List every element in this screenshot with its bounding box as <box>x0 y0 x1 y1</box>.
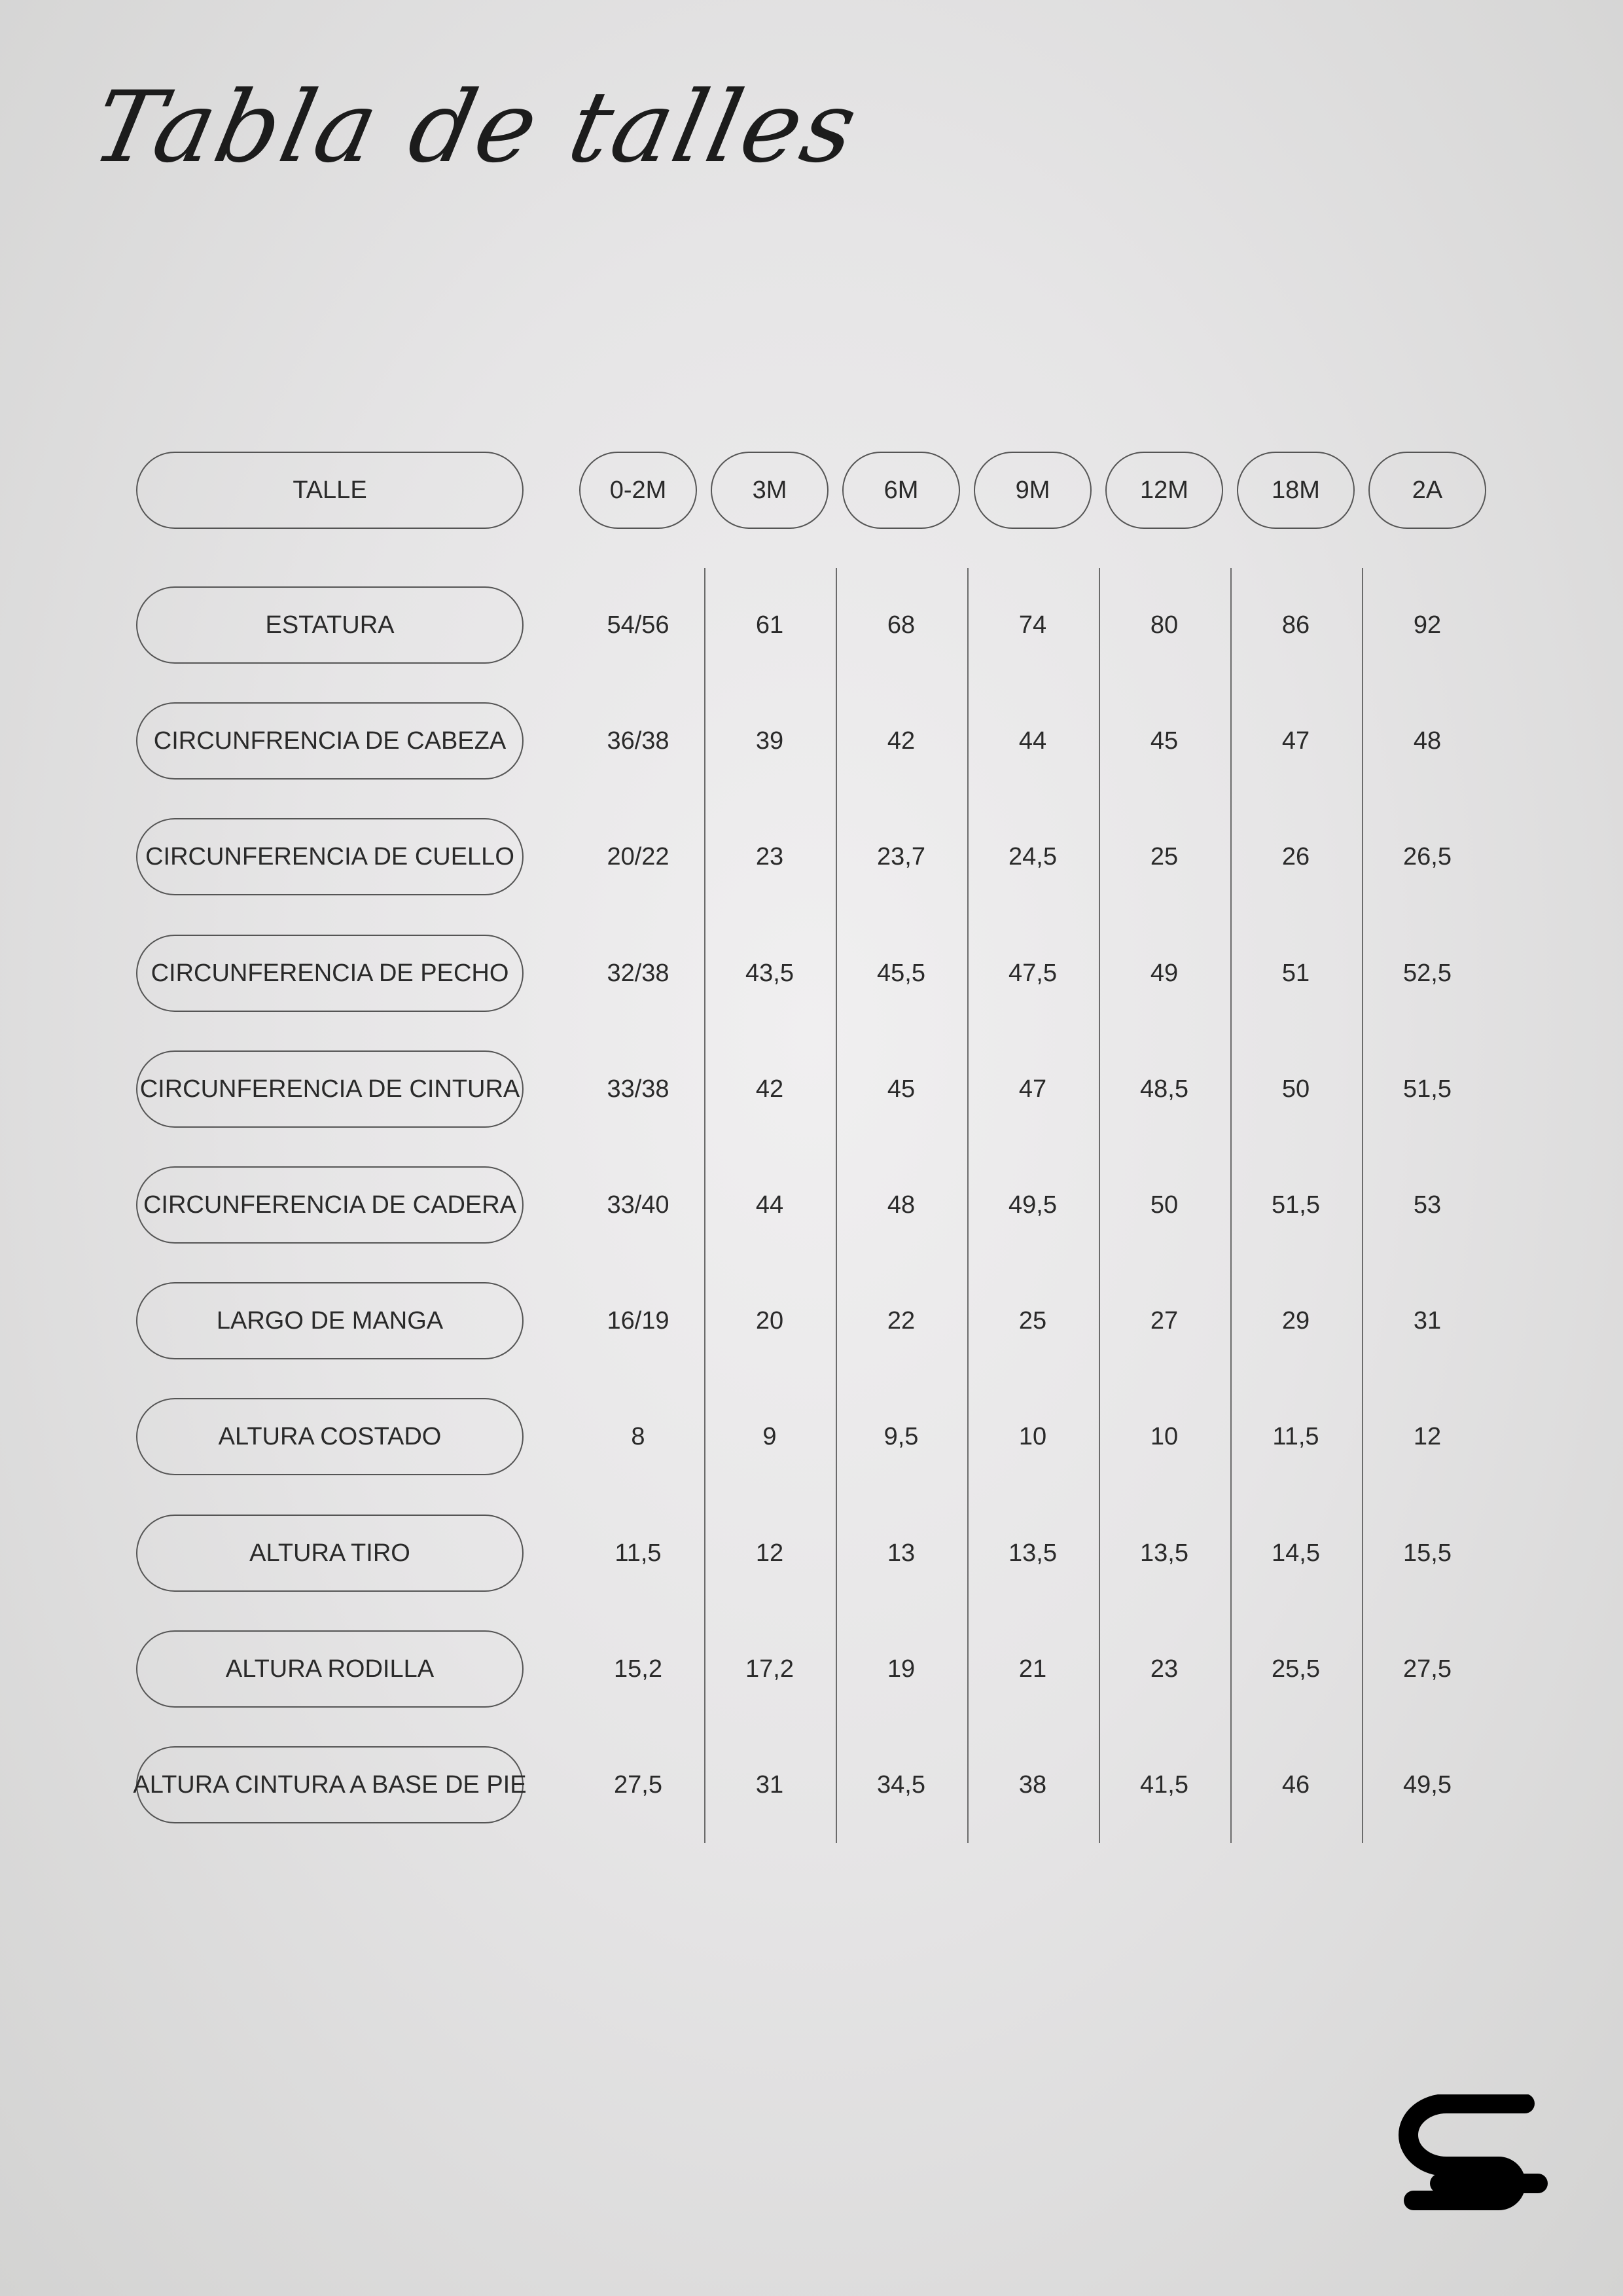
row-label-pill: CIRCUNFERENCIA DE PECHO <box>136 935 524 1012</box>
table-cell: 47,5 <box>1008 959 1057 987</box>
table-cell: 41,5 <box>1140 1770 1188 1799</box>
table-cell: 53 <box>1413 1191 1442 1219</box>
table-cell: 48 <box>1413 726 1442 755</box>
brand-s-logo-icon <box>1394 2094 1551 2219</box>
size-header-6m: 6M <box>842 452 960 529</box>
table-cell: 17,2 <box>745 1655 794 1683</box>
table-cell: 33/38 <box>607 1075 669 1103</box>
row-label-pill: CIRCUNFERENCIA DE CINTURA <box>136 1050 524 1128</box>
table-cell: 33/40 <box>607 1191 669 1219</box>
row-label-pill: ALTURA COSTADO <box>136 1398 524 1475</box>
table-cell: 34,5 <box>877 1770 925 1799</box>
row-label-pill: CIRCUNFERENCIA DE CADERA <box>136 1166 524 1244</box>
table-cell: 25 <box>1150 842 1179 870</box>
table-cell: 31 <box>1413 1306 1442 1335</box>
row-label-pill: ALTURA TIRO <box>136 1515 524 1592</box>
row-label-pill: ALTURA RODILLA <box>136 1630 524 1708</box>
table-cell: 10 <box>1150 1422 1179 1450</box>
table-cell: 51,5 <box>1403 1075 1452 1103</box>
table-cell: 22 <box>887 1306 916 1335</box>
table-cell: 48,5 <box>1140 1075 1188 1103</box>
table-cell: 49,5 <box>1403 1770 1452 1799</box>
row-label-pill: ESTATURA <box>136 586 524 664</box>
table-cell: 86 <box>1281 611 1310 639</box>
size-header-18m: 18M <box>1237 452 1355 529</box>
table-cell: 38 <box>1018 1770 1047 1799</box>
table-cell: 61 <box>755 611 784 639</box>
table-cell: 44 <box>755 1191 784 1219</box>
table-cell: 26 <box>1281 842 1310 870</box>
table-cell: 45 <box>1150 726 1179 755</box>
table-cell: 51 <box>1281 959 1310 987</box>
table-cell: 48 <box>887 1191 916 1219</box>
table-cell: 26,5 <box>1403 842 1452 870</box>
table-cell: 44 <box>1018 726 1047 755</box>
table-cell: 24,5 <box>1008 842 1057 870</box>
row-label-pill: CIRCUNFRENCIA DE CABEZA <box>136 702 524 780</box>
table-cell: 10 <box>1018 1422 1047 1450</box>
page-title: Tabla de talles <box>83 71 869 185</box>
row-label-pill: CIRCUNFERENCIA DE CUELLO <box>136 818 524 895</box>
table-cell: 23,7 <box>877 842 925 870</box>
table-cell: 27,5 <box>614 1770 662 1799</box>
table-cell: 54/56 <box>607 611 669 639</box>
size-header-9m: 9M <box>974 452 1092 529</box>
size-header-2a: 2A <box>1368 452 1486 529</box>
table-cell: 23 <box>755 842 784 870</box>
table-cell: 45 <box>887 1075 916 1103</box>
table-cell: 27 <box>1150 1306 1179 1335</box>
table-cell: 47 <box>1018 1075 1047 1103</box>
table-cell: 14,5 <box>1272 1539 1320 1567</box>
table-cell: 42 <box>755 1075 784 1103</box>
table-cell: 20 <box>755 1306 784 1335</box>
table-cell: 25 <box>1018 1306 1047 1335</box>
table-cell: 50 <box>1281 1075 1310 1103</box>
table-cell: 27,5 <box>1403 1655 1452 1683</box>
table-cell: 23 <box>1150 1655 1179 1683</box>
table-cell: 74 <box>1018 611 1047 639</box>
table-cell: 42 <box>887 726 916 755</box>
table-cell: 20/22 <box>607 842 669 870</box>
table-cell: 13,5 <box>1008 1539 1057 1567</box>
table-cell: 43,5 <box>745 959 794 987</box>
table-cell: 92 <box>1413 611 1442 639</box>
table-cell: 31 <box>755 1770 784 1799</box>
table-cell: 21 <box>1018 1655 1047 1683</box>
table-cell: 36/38 <box>607 726 669 755</box>
table-cell: 50 <box>1150 1191 1179 1219</box>
table-cell: 19 <box>887 1655 916 1683</box>
size-header-0-2m: 0-2M <box>579 452 697 529</box>
size-header-3m: 3M <box>711 452 829 529</box>
table-cell: 29 <box>1281 1306 1310 1335</box>
table-cell: 49,5 <box>1008 1191 1057 1219</box>
table-cell: 15,2 <box>614 1655 662 1683</box>
table-cell: 12 <box>1413 1422 1442 1450</box>
table-cell: 16/19 <box>607 1306 669 1335</box>
table-cell: 9,5 <box>883 1422 919 1450</box>
row-label-pill: ALTURA CINTURA A BASE DE PIE <box>136 1746 524 1823</box>
table-cell: 45,5 <box>877 959 925 987</box>
table-cell: 11,5 <box>1272 1422 1319 1450</box>
table-cell: 80 <box>1150 611 1179 639</box>
table-cell: 32/38 <box>607 959 669 987</box>
row-label-pill: LARGO DE MANGA <box>136 1282 524 1359</box>
table-cell: 9 <box>762 1422 777 1450</box>
table-cell: 68 <box>887 611 916 639</box>
table-cell: 12 <box>755 1539 784 1567</box>
header-label-pill: TALLE <box>136 452 524 529</box>
table-cell: 13 <box>887 1539 916 1567</box>
table-cell: 8 <box>631 1422 645 1450</box>
table-cell: 25,5 <box>1272 1655 1320 1683</box>
size-header-12m: 12M <box>1105 452 1223 529</box>
table-cell: 11,5 <box>615 1539 662 1567</box>
table-cell: 46 <box>1281 1770 1310 1799</box>
table-cell: 52,5 <box>1403 959 1452 987</box>
table-cell: 49 <box>1150 959 1179 987</box>
table-cell: 47 <box>1281 726 1310 755</box>
table-cell: 15,5 <box>1403 1539 1452 1567</box>
table-cell: 39 <box>755 726 784 755</box>
table-cell: 13,5 <box>1140 1539 1188 1567</box>
table-cell: 51,5 <box>1272 1191 1320 1219</box>
